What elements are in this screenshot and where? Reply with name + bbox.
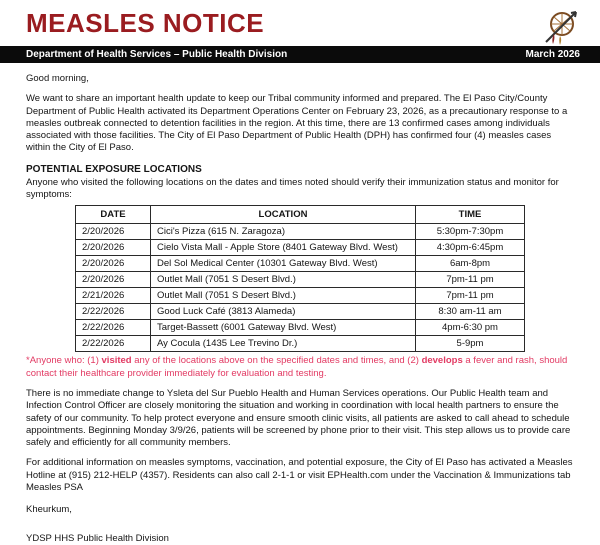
- greeting-text: Good morning,: [26, 73, 89, 84]
- department-label: Department of Health Services – Public Health Division: [26, 49, 288, 60]
- hotline-paragraph: For additional information on measles symptoms, vaccination, and potential exposure, the City of El Paso has activated a Measles Hotline at (915) 212-HELP (4357). Residents can also call 2-1-1 or visit EPHealth.com under the Vaccination & Immunizations tab Measles PSA: [26, 457, 573, 494]
- table-row: [76, 288, 525, 304]
- table-row: [76, 320, 525, 336]
- cell-location: Target-Bassett (6001 Gateway Blvd. West): [151, 320, 416, 336]
- warning-text-segment: *Anyone who: (1): [26, 355, 102, 367]
- warning-text-segment: a fever and rash, should contact their healthcare provider immediately for evaluation and testing.: [26, 355, 568, 379]
- issue-date: March 2026: [525, 49, 580, 60]
- warning-text-segment: any of the locations above on the specified dates and times, and (2): [131, 355, 422, 367]
- table-row: [76, 224, 525, 240]
- table-header-time: TIME: [416, 206, 525, 224]
- cell-location: Cici's Pizza (615 N. Zaragoza): [151, 224, 416, 240]
- cell-date: 2/22/2026: [76, 336, 151, 352]
- cell-location: Outlet Mall (7051 S Desert Blvd.): [151, 288, 416, 304]
- title-row: [0, 0, 600, 46]
- cell-date: 2/20/2026: [76, 256, 151, 272]
- table-header-row: [76, 206, 525, 224]
- table-row: [76, 336, 525, 352]
- page-title: MEASLES NOTICE: [26, 8, 265, 38]
- table-row: [76, 240, 525, 256]
- exposure-locations-heading: POTENTIAL EXPOSURE LOCATIONS: [26, 163, 202, 175]
- cell-time: 8:30 am-11 am: [416, 304, 525, 320]
- warning-bold-develops: develops: [421, 355, 463, 367]
- cell-time: 4pm-6:30 pm: [416, 320, 525, 336]
- header-bar: [0, 46, 600, 63]
- cell-date: 2/20/2026: [76, 240, 151, 256]
- intro-paragraph: We want to share an important health update to keep our Tribal community informed and prepared. The El Paso City/County Department of Public Health activated its Department Operations Center on February 23, 2026, as a precautionary response to a measles outbreak connected to detention facilities in the region. At this time, there are 13 confirmed cases among individuals associated with those facilities. The City of El Paso Department of Public Health (DPH) has confirmed four (4) measles cases within the City of El Paso.: [26, 93, 568, 154]
- table-row: [76, 256, 525, 272]
- cell-time: 5:30pm-7:30pm: [416, 224, 525, 240]
- exposure-intro-text: Anyone who visited the following locations on the dates and times noted should verify their immunization status and monitor for symptoms:: [26, 176, 559, 201]
- cell-location: Ay Cocula (1435 Lee Trevino Dr.): [151, 336, 416, 352]
- warning-note: [26, 355, 574, 380]
- cell-date: 2/20/2026: [76, 224, 151, 240]
- exposure-table: [75, 205, 525, 352]
- operations-paragraph: There is no immediate change to Ysleta del Sur Pueblo Health and Human Services operations. Our Public Health team and Infection Control Officer are closely monitoring the situation and working in coordination with local health partners to ensure the safety of our community. To help protect everyone and ensure smooth clinic visits, all patients are asked to call ahead to schedule appointments. Beginning Monday 3/9/26, patients will be screened by phone prior to their visit. This step allows us to provide care safely and efficiently for all community members.: [26, 387, 571, 449]
- cell-time: 7pm-11 pm: [416, 288, 525, 304]
- warning-bold-visited: visited: [101, 355, 132, 367]
- signature-text: YDSP HHS Public Health Division: [26, 532, 169, 544]
- cell-time: 6am-8pm: [416, 256, 525, 272]
- document-body: [0, 63, 600, 545]
- cell-location: Good Luck Café (3813 Alameda): [151, 304, 416, 320]
- table-header-location: LOCATION: [151, 206, 416, 224]
- cell-location: Cielo Vista Mall - Apple Store (8401 Gateway Blvd. West): [151, 240, 416, 256]
- tribal-seal-icon: [540, 8, 582, 46]
- cell-date: 2/22/2026: [76, 304, 151, 320]
- closing-text: Kheurkum,: [26, 504, 72, 516]
- cell-time: 4:30pm-6:45pm: [416, 240, 525, 256]
- cell-date: 2/22/2026: [76, 320, 151, 336]
- cell-date: 2/21/2026: [76, 288, 151, 304]
- cell-location: Del Sol Medical Center (10301 Gateway Blvd. West): [151, 256, 416, 272]
- table-row: [76, 272, 525, 288]
- table-row: [76, 304, 525, 320]
- cell-time: 5-9pm: [416, 336, 525, 352]
- cell-location: Outlet Mall (7051 S Desert Blvd.): [151, 272, 416, 288]
- cell-time: 7pm-11 pm: [416, 272, 525, 288]
- table-header-date: DATE: [76, 206, 151, 224]
- cell-date: 2/20/2026: [76, 272, 151, 288]
